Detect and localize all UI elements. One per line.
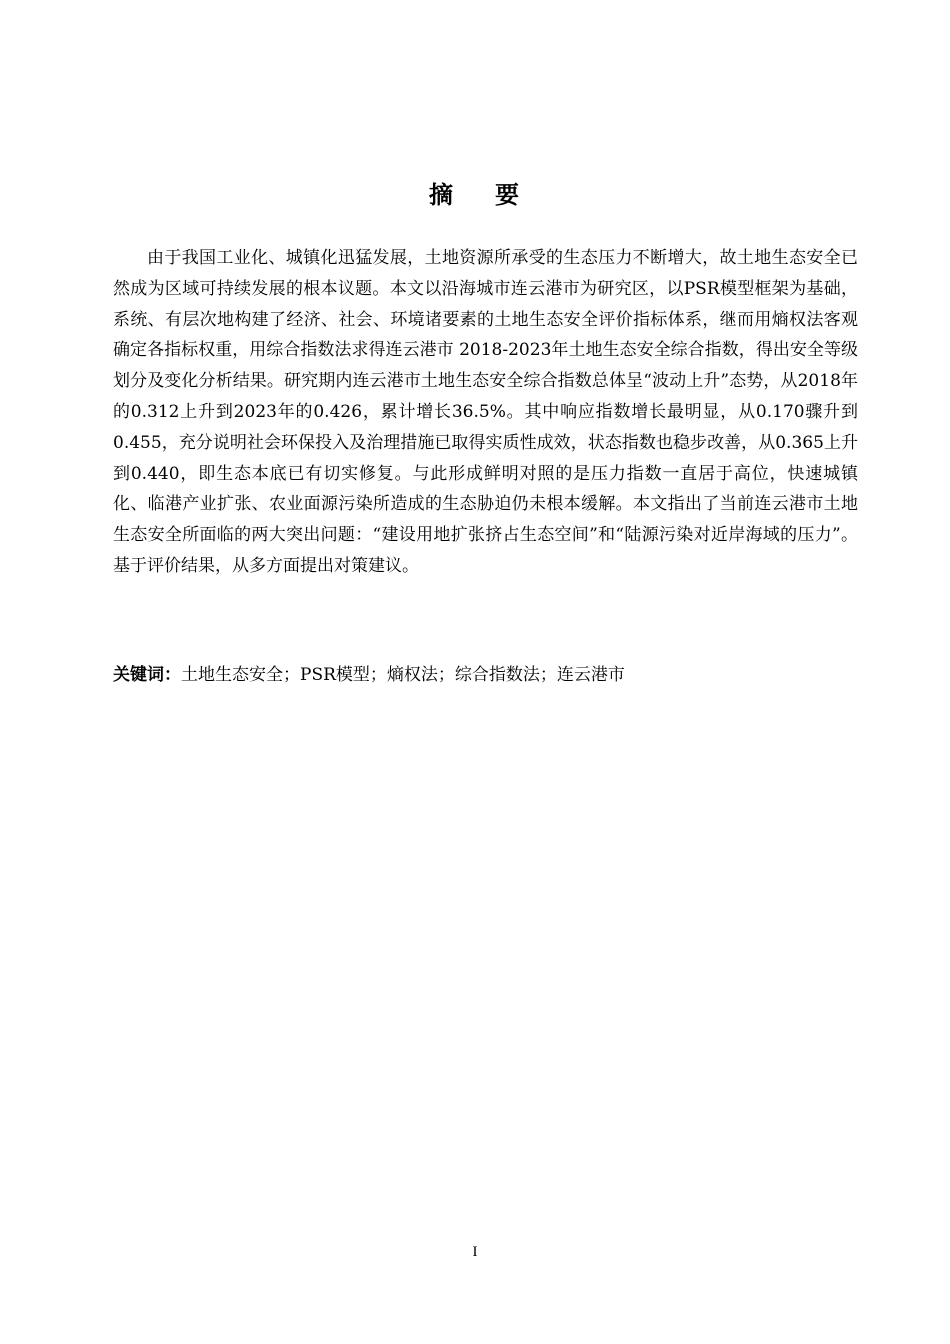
abstract-body: 由于我国工业化、城镇化迅猛发展，土地资源所承受的生态压力不断增大，故土地生态安全已然成为区域可持续发展的根本议题。本文以沿海城市连云港市为研究区，以PSR模型框架为基础，系统、有层次地构建了经济、社会、环境诸要素的土地生态安全评价指标体系，继而用熵权法客观确定各指标权重，用综合指数法求得连云港市 2018-2023年土地生态安全综合指数，得出安全等级划分及变化分析结果。研究期内连云港市土地生态安全综合指数总体呈“波动上升”态势，从2018年的0.312上升到2023年的0.426，累计增长36.5%。其中响应指数增长最明显，从0.170骤升到0.455，充分说明社会环保投入及治理措施已取得实质性成效，状态指数也稳步改善，从0.365上升到0.440，即生态本底已有切实修复。与此形成鲜明对照的是压力指数一直居于高位，快速城镇化、临港产业扩张、农业面源污染所造成的生态胁迫仍未根本缓解。本文指出了当前连云港市土地生态安全所面临的两大突出问题：“建设用地扩张挤占生态空间”和“陆源污染对近岸海域的压力”。基于评价结果，从多方面提出对策建议。 (113, 248, 858, 576)
keywords-list: 土地生态安全；PSR模型；熵权法；综合指数法；连云港市 (181, 665, 625, 685)
page-number: I (472, 1244, 478, 1260)
abstract-title-char-2: 要 (495, 181, 521, 209)
keywords-label: 关键词： (113, 665, 181, 685)
abstract-title-char-1: 摘 (429, 181, 455, 209)
abstract-title (0, 178, 950, 212)
keywords-line (113, 660, 858, 690)
